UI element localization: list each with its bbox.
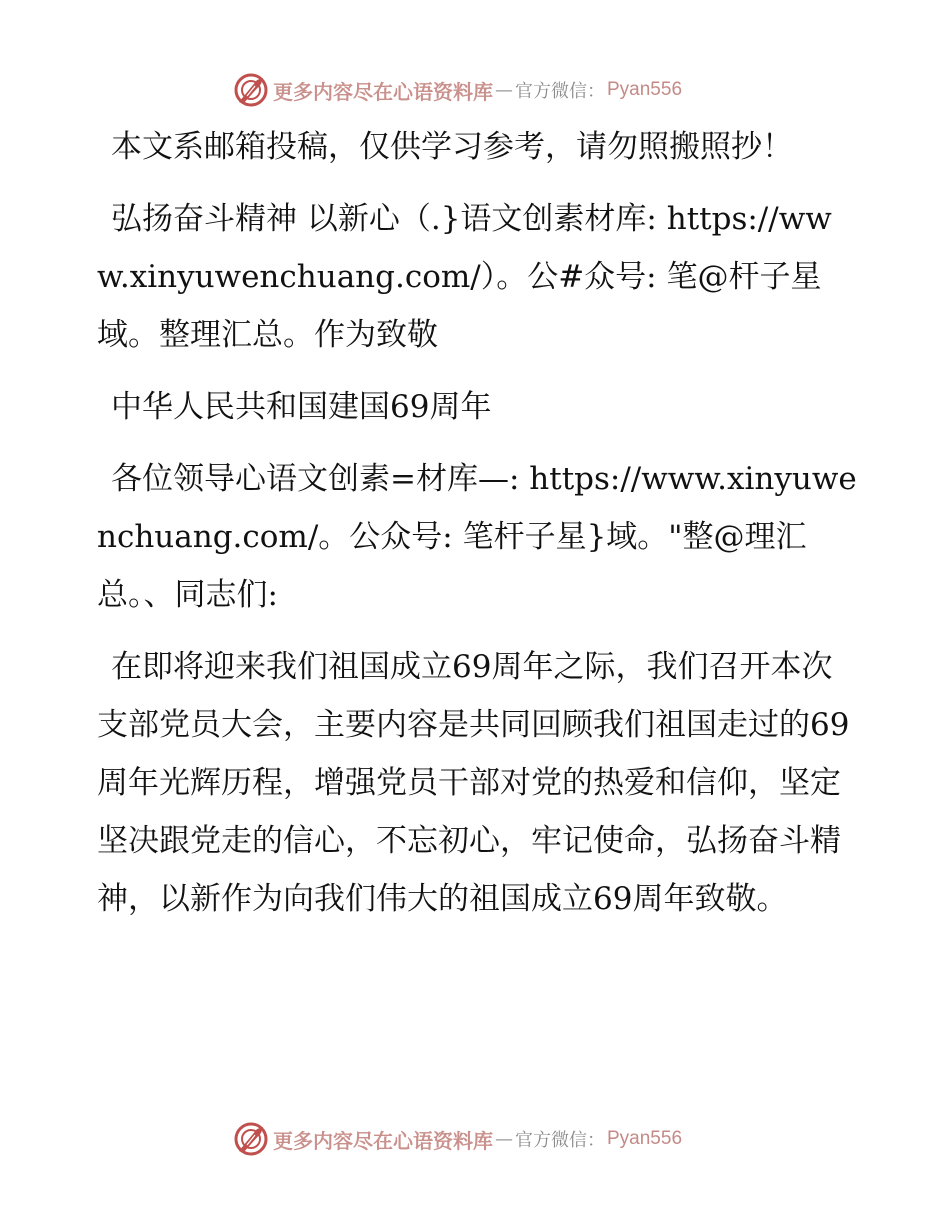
paragraph-text: 在即将迎来我们祖国成立69周年之际，我们召开本次支部党员大会，主要内容是共同回顾我们祖国走过的69周年光辉历程，增强党员干部对党的热爱和信仰，坚定坚决跟党走的信心，不忘初心，牢记使命，弘扬奋斗精神，以新作为向我们伟大的祖国成立69周年致敬。 xyxy=(97,649,850,917)
paragraph-text: 中华人民共和国建国69周年 xyxy=(111,389,492,425)
paragraph-subtitle xyxy=(97,378,857,436)
paragraph-text: 本文系邮箱投稿，仅供学习参考，请勿照搬照抄！ xyxy=(111,129,793,165)
header-separator: — xyxy=(495,79,513,101)
footer-slogan: 更多内容尽在心语资料库 xyxy=(273,1128,493,1153)
paragraph-title-line xyxy=(97,190,857,364)
header-slogan: 更多内容尽在心语资料库 xyxy=(273,79,493,104)
header-wechat-id: Pyan556 xyxy=(607,79,683,100)
header-banner xyxy=(233,72,682,108)
footer-separator: — xyxy=(495,1128,513,1150)
header-official-label: 官方微信： xyxy=(515,81,605,102)
paragraph-salutation xyxy=(97,450,857,624)
paragraph-disclaimer xyxy=(97,118,857,176)
document-body xyxy=(97,118,857,928)
quill-logo-icon xyxy=(233,72,269,108)
footer-official-label: 官方微信： xyxy=(515,1130,605,1151)
paragraph-text: 弘扬奋斗精神 以新心（.}语文创素材库: https://www.xinyuwenchuang.com/）。公#众号: 笔@杆子星域。整理汇总。作为致敬 xyxy=(97,201,832,353)
footer-banner xyxy=(233,1121,682,1157)
paragraph-body xyxy=(97,638,857,928)
paragraph-text: 各位领导心语文创素=材库—: https://www.xinyuwenchuang.com/。公众号: 笔杆子星}域。"整@理汇总。、同志们: xyxy=(97,461,857,613)
quill-logo-icon xyxy=(233,1121,269,1157)
footer-wechat-id: Pyan556 xyxy=(607,1128,683,1149)
